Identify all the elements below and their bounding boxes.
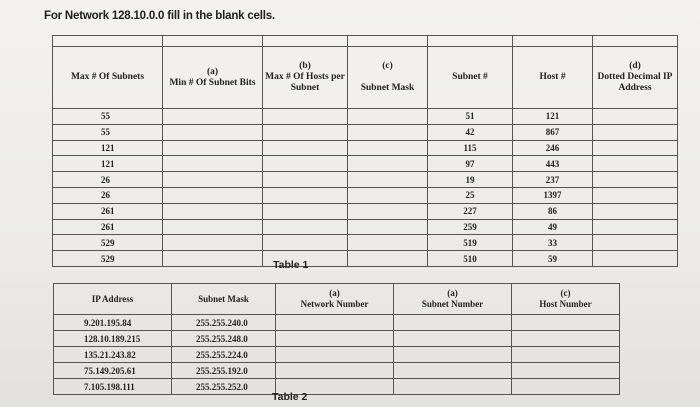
table-row [53, 203, 678, 219]
max-subnets-cell: 529 [53, 235, 163, 251]
table-row [53, 235, 678, 251]
table1-header-row [53, 47, 678, 109]
blank-cell[interactable] [512, 331, 620, 347]
blank-cell[interactable] [263, 187, 348, 203]
table-row [53, 251, 678, 267]
host-number-cell: 1397 [513, 187, 593, 203]
blank-cell[interactable] [593, 156, 678, 172]
max-subnets-cell: 26 [53, 172, 163, 188]
blank-cell[interactable] [593, 172, 678, 188]
host-number-cell: 86 [513, 203, 593, 219]
ip-address-cell: 135.21.243.82 [54, 347, 172, 363]
table1-header: (c) Subnet Mask [348, 47, 428, 109]
blank-cell[interactable] [394, 331, 512, 347]
blank-cell[interactable] [276, 315, 394, 331]
max-subnets-cell: 121 [53, 140, 163, 156]
table-row [53, 219, 678, 235]
max-subnets-cell: 55 [53, 109, 163, 125]
host-number-cell: 867 [513, 124, 593, 140]
table-row [53, 109, 678, 125]
subnet-number-cell: 259 [428, 219, 513, 235]
blank-cell[interactable] [394, 379, 512, 395]
host-number-cell: 246 [513, 140, 593, 156]
blank-cell[interactable] [163, 124, 263, 140]
ip-address-cell: 75.149.205.61 [54, 363, 172, 379]
blank-cell[interactable] [163, 235, 263, 251]
blank-cell[interactable] [348, 219, 428, 235]
table-row [53, 140, 678, 156]
subnet-number-cell: 19 [428, 172, 513, 188]
blank-cell[interactable] [512, 363, 620, 379]
subnet-mask-cell: 255.255.224.0 [172, 347, 276, 363]
blank-cell[interactable] [593, 109, 678, 125]
blank-cell[interactable] [163, 219, 263, 235]
subnet-number-cell: 97 [428, 156, 513, 172]
max-subnets-cell: 121 [53, 156, 163, 172]
blank-cell[interactable] [348, 203, 428, 219]
blank-cell[interactable] [276, 363, 394, 379]
blank-cell[interactable] [512, 315, 620, 331]
blank-cell[interactable] [263, 235, 348, 251]
blank-cell[interactable] [263, 124, 348, 140]
subnet-mask-cell: 255.255.248.0 [172, 331, 276, 347]
blank-cell[interactable] [593, 251, 678, 267]
blank-cell[interactable] [593, 187, 678, 203]
blank-cell[interactable] [394, 363, 512, 379]
table2-header: (a) Subnet Number [394, 284, 512, 315]
host-number-cell: 49 [513, 219, 593, 235]
table-row [54, 315, 620, 331]
max-subnets-cell: 26 [53, 187, 163, 203]
table-row [53, 124, 678, 140]
blank-cell[interactable] [263, 156, 348, 172]
subnet-number-cell: 519 [428, 235, 513, 251]
blank-cell[interactable] [394, 315, 512, 331]
subnet-table-1 [52, 35, 678, 267]
blank-cell[interactable] [348, 251, 428, 267]
blank-cell[interactable] [348, 235, 428, 251]
blank-cell[interactable] [276, 331, 394, 347]
blank-cell[interactable] [394, 347, 512, 363]
ip-address-cell: 128.10.189.215 [54, 331, 172, 347]
table1-top-row [53, 36, 678, 47]
table1-header: (d) Dotted Decimal IP Address [593, 47, 678, 109]
subnet-mask-cell: 255.255.240.0 [172, 315, 276, 331]
host-number-cell: 33 [513, 235, 593, 251]
ip-address-cell: 7.105.198.111 [54, 379, 172, 395]
blank-cell[interactable] [263, 172, 348, 188]
table-row [54, 379, 620, 395]
blank-cell[interactable] [163, 251, 263, 267]
table-row [53, 172, 678, 188]
subnet-number-cell: 227 [428, 203, 513, 219]
blank-cell[interactable] [263, 219, 348, 235]
subnet-mask-cell: 255.255.192.0 [172, 363, 276, 379]
blank-cell[interactable] [348, 187, 428, 203]
blank-cell[interactable] [263, 109, 348, 125]
host-number-cell: 443 [513, 156, 593, 172]
blank-cell[interactable] [163, 156, 263, 172]
blank-cell[interactable] [348, 140, 428, 156]
table-row [53, 156, 678, 172]
table2-header: (a) Network Number [276, 284, 394, 315]
blank-cell[interactable] [348, 172, 428, 188]
subnet-number-cell: 51 [428, 109, 513, 125]
blank-cell[interactable] [163, 109, 263, 125]
table1-header: Subnet # [428, 47, 513, 109]
table2-header-row [54, 284, 620, 315]
table2-header: Subnet Mask [172, 284, 276, 315]
table1-header: Host # [513, 47, 593, 109]
blank-cell[interactable] [593, 140, 678, 156]
blank-cell[interactable] [512, 347, 620, 363]
blank-cell[interactable] [276, 347, 394, 363]
subnet-table-2 [53, 283, 620, 395]
blank-cell[interactable] [263, 140, 348, 156]
table-row [54, 331, 620, 347]
table-row [53, 187, 678, 203]
blank-cell[interactable] [263, 203, 348, 219]
blank-cell[interactable] [348, 156, 428, 172]
subnet-number-cell: 25 [428, 187, 513, 203]
blank-cell[interactable] [163, 172, 263, 188]
max-subnets-cell: 529 [53, 251, 163, 267]
table2-caption: Table 2 [272, 391, 308, 403]
ip-address-cell: 9.201.195.84 [54, 315, 172, 331]
blank-cell[interactable] [163, 187, 263, 203]
table1-header: Max # Of Subnets [53, 47, 163, 109]
blank-cell[interactable] [593, 219, 678, 235]
blank-cell[interactable] [593, 203, 678, 219]
subnet-mask-cell: 255.255.252.0 [172, 379, 276, 395]
host-number-cell: 59 [513, 251, 593, 267]
host-number-cell: 121 [513, 109, 593, 125]
max-subnets-cell: 55 [53, 124, 163, 140]
max-subnets-cell: 261 [53, 203, 163, 219]
subnet-number-cell: 510 [428, 251, 513, 267]
subnet-number-cell: 115 [428, 140, 513, 156]
table1-header: (b) Max # Of Hosts per Subnet [263, 47, 348, 109]
blank-cell[interactable] [348, 124, 428, 140]
blank-cell[interactable] [348, 109, 428, 125]
table1-header: (a) Min # Of Subnet Bits [163, 47, 263, 109]
table2-header: (c) Host Number [512, 284, 620, 315]
blank-cell[interactable] [163, 203, 263, 219]
page-heading: For Network 128.10.0.0 fill in the blank cells. [44, 10, 275, 22]
subnet-number-cell: 42 [428, 124, 513, 140]
blank-cell[interactable] [593, 124, 678, 140]
table-row [54, 363, 620, 379]
blank-cell[interactable] [512, 379, 620, 395]
max-subnets-cell: 261 [53, 219, 163, 235]
host-number-cell: 237 [513, 172, 593, 188]
blank-cell[interactable] [593, 235, 678, 251]
table-row [54, 347, 620, 363]
table2-header: IP Address [54, 284, 172, 315]
table1-caption: Table 1 [273, 259, 309, 271]
blank-cell[interactable] [163, 140, 263, 156]
